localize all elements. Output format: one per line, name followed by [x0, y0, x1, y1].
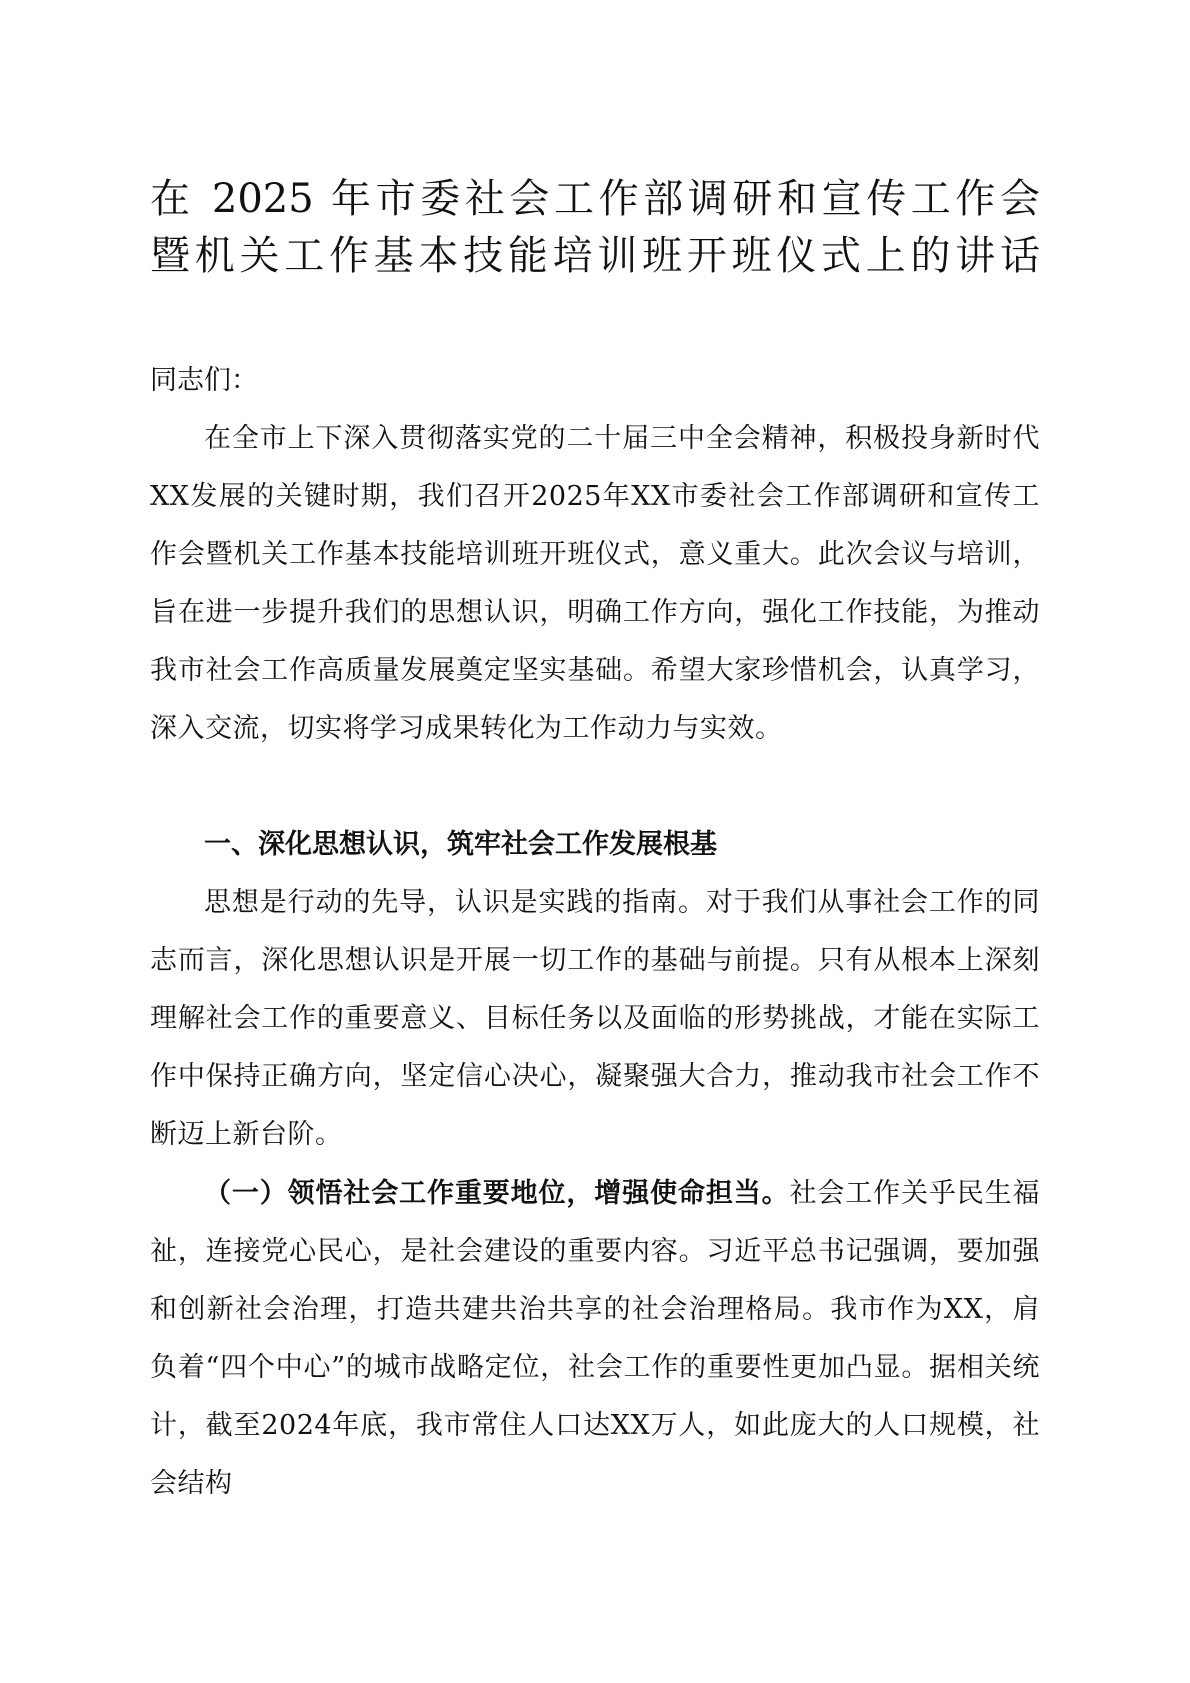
document-title	[150, 171, 1040, 285]
subsection-1-paragraph	[150, 1165, 1040, 1513]
section-1-heading: 一、深化思想认识，筑牢社会工作发展根基	[204, 829, 717, 860]
subsection-1-lead: （一）领悟社会工作重要地位，增强使命担当。	[204, 1178, 790, 1209]
subsection-1-text: 社会工作关乎民生福祉，连接党心民心，是社会建设的重要内容。习近平总书记强调，要加强和创新社会治理，打造共建共治共享的社会治理格局。我市作为XX，肩负着“四个中心”的城市战略定位，社会工作的重要性更加凸显。据相关统计，截至2024年底，我市常住人口达XX万人，如此庞大的人口规模，社会结构	[150, 1178, 1041, 1499]
section-1-paragraph: 思想是行动的先导，认识是实践的指南。对于我们从事社会工作的同志而言，深化思想认识是开展一切工作的基础与前提。只有从根本上深刻理解社会工作的重要意义、目标任务以及面临的形势挑战，才能在实际工作中保持正确方向，坚定信心决心，凝聚强大合力，推动我市社会工作不断迈上新台阶。	[150, 887, 1040, 1150]
intro-paragraph: 在全市上下深入贯彻落实党的二十届三中全会精神，积极投身新时代XX发展的关键时期，我们召开2025年XX市委社会工作部调研和宣传工作会暨机关工作基本技能培训班开班仪式，意义重大。此次会议与培训，旨在进一步提升我们的思想认识，明确工作方向，强化工作技能，为推动我市社会工作高质量发展奠定坚实基础。希望大家珍惜机会，认真学习，深入交流，切实将学习成果转化为工作动力与实效。	[150, 423, 1040, 744]
title-line-1: 在 2025 年市委社会工作部调研和宣传工作会	[150, 176, 1040, 222]
title-line-2: 暨机关工作基本技能培训班开班仪式上的讲话	[150, 233, 1040, 279]
salutation: 同志们：	[150, 365, 258, 396]
